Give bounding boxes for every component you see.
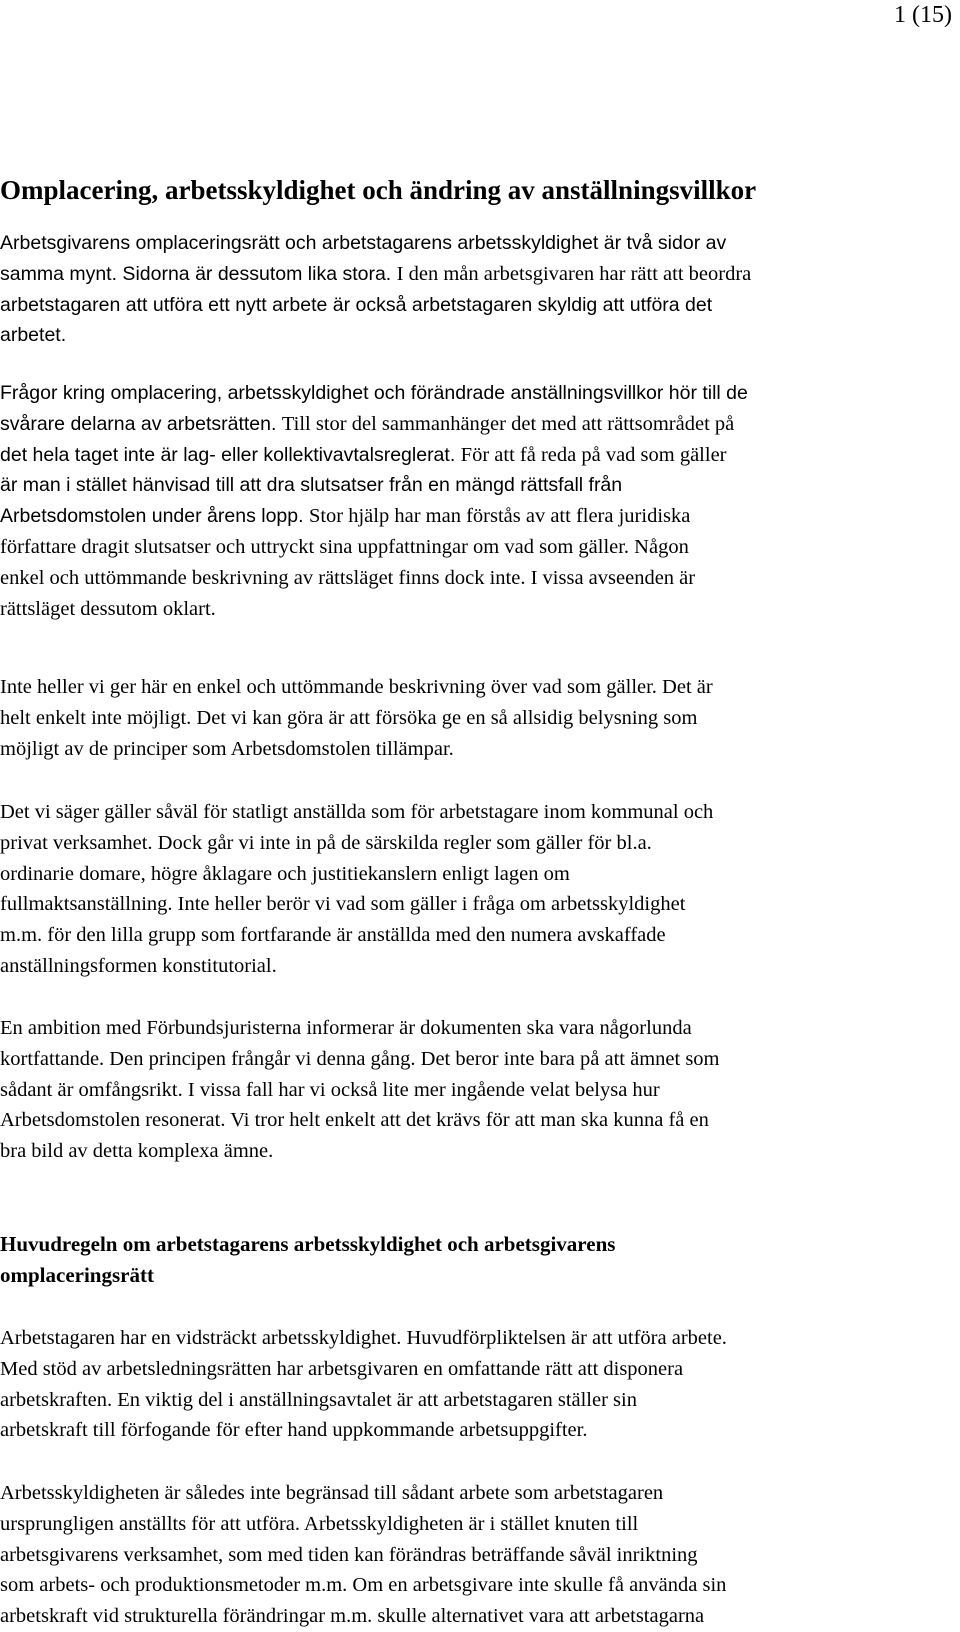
text-line: Det vi säger gäller såväl för statligt anställda som för arbetstagare inom kommunal och	[0, 801, 714, 823]
text-line: som arbets- och produktionsmetoder m.m. Om en arbetsgivare inte skulle få använda sin	[0, 1574, 727, 1597]
text-line: sådant är omfångsrikt. I vissa fall har vi också lite mer ingående velat belysa hur	[0, 1078, 660, 1101]
text-line: Med stöd av arbetsledningsrätten har arbetsgivaren en omfattande rätt att disponera	[0, 1357, 684, 1380]
text-line: arbetsgivarens verksamhet, som med tiden kan förändras beträffande såväl inriktning	[0, 1543, 698, 1566]
text-line: Arbetsdomstolen under årens lopp. Stor hjälp har man förstås av att flera juridiska	[0, 505, 691, 528]
text-line: kortfattande. Den principen frångår vi denna gång. Det beror inte bara på att ämnet som	[0, 1047, 720, 1070]
paragraph-ambition	[0, 1013, 905, 1167]
text-line: Arbetsdomstolen resonerat. Vi tror helt enkelt att det krävs för att man ska kunna få en	[0, 1109, 709, 1132]
text-line: arbetet.	[0, 324, 67, 347]
text-line: Arbetstagaren har en vidsträckt arbetsskyldighet. Huvudförpliktelsen är att utföra arbete.	[0, 1327, 727, 1349]
paragraph-limitations	[0, 672, 905, 764]
heading-line: Huvudregeln om arbetstagarens arbetsskyldighet och arbetsgivarens	[0, 1232, 616, 1256]
text-line: är man i stället hänvisad till att dra slutsatser från en mängd rättsfall från	[0, 474, 623, 497]
text-line: rättsläget dessutom oklart.	[0, 597, 216, 620]
text-line: möjligt av de principer som Arbetsdomstolen tillämpar.	[0, 737, 454, 760]
text-line: arbetskraften. En viktig del i anställningsavtalet är att arbetstagaren ställer sin	[0, 1388, 637, 1411]
page-number: 1 (15)	[894, 2, 952, 28]
text-line: privat verksamhet. Dock går vi inte in på de särskilda regler som gäller för bl.a.	[0, 831, 652, 854]
paragraph-intro	[0, 228, 905, 351]
text-line: helt enkelt inte möjligt. Det vi kan göra är att försöka ge en så allsidig belysning som	[0, 706, 698, 729]
text-line: Frågor kring omplacering, arbetsskyldighet och förändrade anställningsvillkor hör till de	[0, 382, 748, 404]
text-line: anställningsformen konstitutorial.	[0, 954, 277, 977]
text-line: samma mynt. Sidorna är dessutom lika stora. I den mån arbetsgivaren har rätt att beordra	[0, 262, 752, 285]
paragraph-work-obligation	[0, 1478, 905, 1632]
paragraph-applicability	[0, 797, 905, 982]
document-title: Omplacering, arbetsskyldighet och ändring av anställningsvillkor	[0, 175, 757, 205]
text-line: fullmaktsanställning. Inte heller berör vi vad som gäller i fråga om arbetsskyldighet	[0, 893, 686, 916]
paragraph-scope	[0, 378, 905, 624]
text-line: bra bild av detta komplexa ämne.	[0, 1140, 274, 1163]
heading-line: omplaceringsrätt	[0, 1263, 154, 1287]
text-line: En ambition med Förbundsjuristerna informerar är dokumenten ska vara någorlunda	[0, 1017, 692, 1039]
text-line: svårare delarna av arbetsrätten. Till stor del sammanhänger det med att rättsområdet på	[0, 412, 735, 435]
text-line: m.m. för den lilla grupp som fortfarande är anställda med den numera avskaffade	[0, 924, 666, 947]
text-line: ursprungligen anställts för att utföra. Arbetsskyldigheten är i stället knuten till	[0, 1512, 639, 1535]
text-line: enkel och uttömmande beskrivning av rättsläget finns dock inte. I vissa avseenden är	[0, 566, 696, 589]
paragraph-main-rule	[0, 1323, 905, 1446]
text-line: det hela taget inte är lag- eller kollektivavtalsreglerat. För att få reda på vad som gäller	[0, 443, 727, 466]
section-heading	[0, 1229, 615, 1291]
text-line: arbetskraft till förfogande för efter hand uppkommande arbetsuppgifter.	[0, 1419, 588, 1442]
text-line: ordinarie domare, högre åklagare och justitiekanslern enligt lagen om	[0, 862, 570, 885]
text-line: Inte heller vi ger här en enkel och uttömmande beskrivning över vad som gäller. Det är	[0, 676, 713, 698]
text-line: författare dragit slutsatser och uttryckt sina uppfattningar om vad som gäller. Någon	[0, 535, 689, 558]
text-line: arbetskraft vid strukturella förändringar m.m. skulle alternativet vara att arbetstagarna	[0, 1605, 705, 1628]
text-line: Arbetsgivarens omplaceringsrätt och arbetstagarens arbetsskyldighet är två sidor av	[0, 232, 727, 254]
text-line: Arbetsskyldigheten är således inte begränsad till sådant arbete som arbetstagaren	[0, 1482, 664, 1504]
text-line: arbetstagaren att utföra ett nytt arbete är också arbetstagaren skyldig att utföra det	[0, 293, 713, 316]
